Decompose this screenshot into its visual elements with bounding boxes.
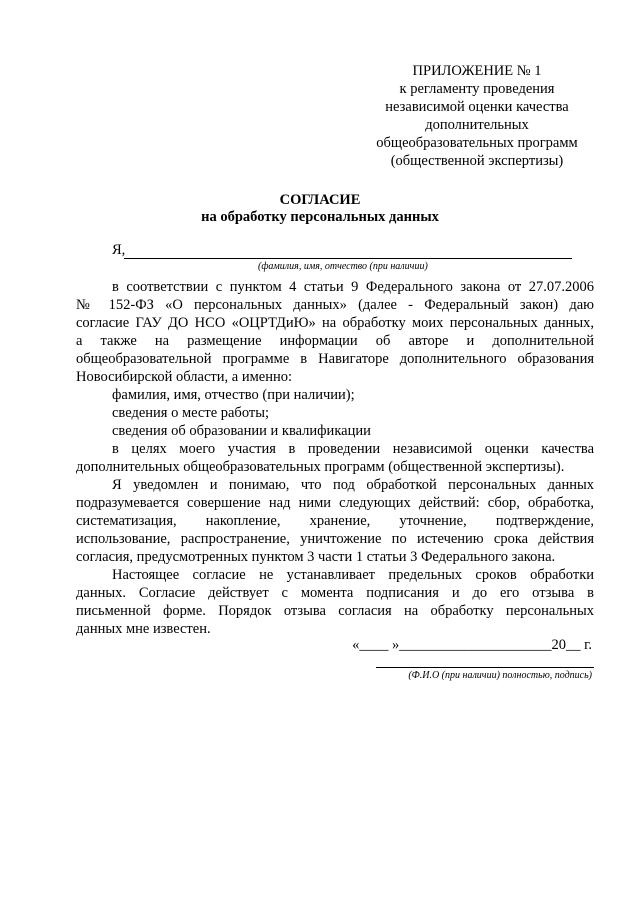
body-line: данных. Согласие действует с момента подписания и до его отзыва в xyxy=(76,585,594,601)
body-line: Я уведомлен и понимаю, что под обработкой персональных данных xyxy=(112,477,594,493)
body-line: данных мне известен. xyxy=(76,621,211,637)
body-line: согласие ГАУ ДО НСО «ОЦРТДиЮ» на обработку моих персональных данных, xyxy=(76,315,594,331)
body-line: а также на размещение информации об авторе и дополнительной xyxy=(76,333,594,349)
signature-caption: (Ф.И.О (при наличии) полностью, подпись) xyxy=(408,670,592,681)
body-line: дополнительных общеобразовательных программ (общественной экспертизы). xyxy=(76,459,565,475)
body-line: подразумевается совершение над ними следующих действий: сбор, обработка, xyxy=(76,495,594,511)
appendix-line: ПРИЛОЖЕНИЕ № 1 xyxy=(412,63,542,79)
document-subtitle: на обработку персональных данных xyxy=(201,209,439,225)
name-caption: (фамилия, имя, отчество (при наличии) xyxy=(258,261,428,272)
body-line: использование, распространение, уничтожение по истечению срока действия xyxy=(76,531,594,547)
body-line: общеобразовательной программе в Навигаторе дополнительного образования xyxy=(76,351,594,367)
signature-line[interactable] xyxy=(376,667,594,668)
body-line: в соответствии с пунктом 4 статьи 9 Федерального закона от 27.07.2006 xyxy=(112,279,594,295)
appendix-header xyxy=(362,62,592,170)
appendix-line: независимой оценки качества xyxy=(385,99,569,115)
body-line: согласия, предусмотренных пунктом 3 части 1 статьи 3 Федерального закона. xyxy=(76,549,556,565)
list-item: фамилия, имя, отчество (при наличии); xyxy=(112,387,355,403)
body-line: Новосибирской области, а именно: xyxy=(76,369,292,385)
body-line: в целях моего участия в проведении независимой оценки качества xyxy=(112,441,594,457)
body-line: систематизация, накопление, хранение, уточнение, подтверждение, xyxy=(76,513,594,529)
date-field[interactable]: «____ »_____________________20__ г. xyxy=(352,637,592,653)
appendix-line: к регламенту проведения xyxy=(399,81,555,97)
body-line: № 152-ФЗ «О персональных данных» (далее - Федеральный закон) даю xyxy=(76,297,594,313)
appendix-line: общеобразовательных программ xyxy=(376,135,578,151)
appendix-line: дополнительных xyxy=(425,117,529,133)
document-title: СОГЛАСИЕ xyxy=(279,192,361,208)
appendix-line: (общественной экспертизы) xyxy=(390,153,564,169)
name-prefix: Я, xyxy=(112,242,126,258)
list-item: сведения о месте работы; xyxy=(112,405,269,421)
body-line: письменной форме. Порядок отзыва согласия на обработку персональных xyxy=(76,603,594,619)
list-item: сведения об образовании и квалификации xyxy=(112,423,371,439)
body-line: Настоящее согласие не устанавливает предельных сроков обработки xyxy=(112,567,594,583)
name-fill-line[interactable] xyxy=(124,258,572,259)
